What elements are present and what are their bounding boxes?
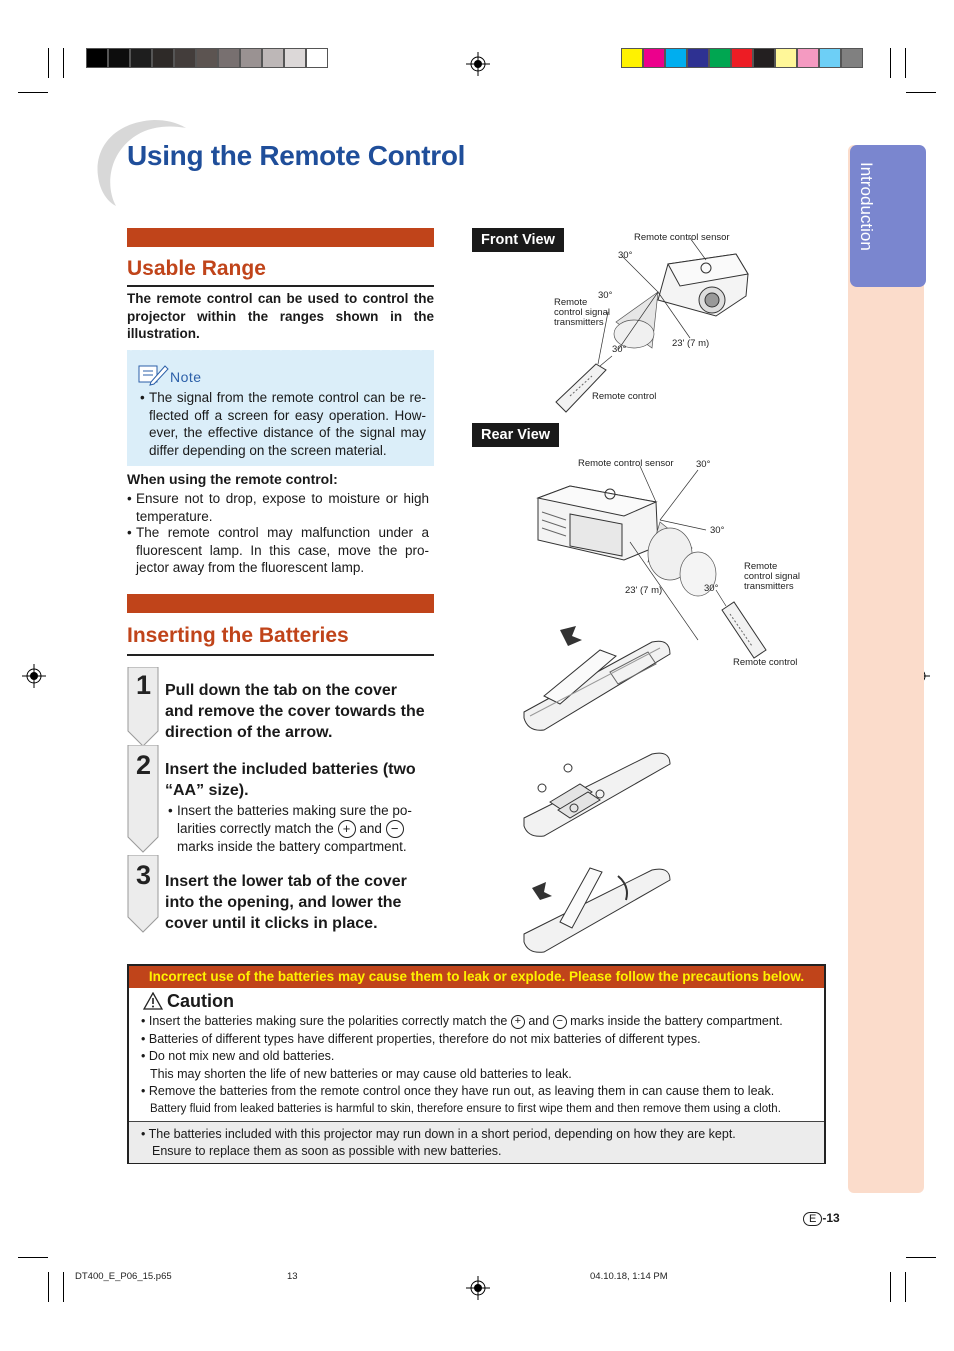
calibration-swatch: [621, 48, 643, 68]
page-letter-badge: E: [803, 1212, 822, 1226]
calibration-swatch: [731, 48, 753, 68]
gray-calibration-bar: [86, 48, 328, 68]
crop-mark: [890, 48, 891, 78]
calibration-swatch: [240, 48, 262, 68]
step-sub-before: Insert the batteries making sure the po-larities correctly match the: [177, 803, 412, 836]
calibration-swatch: [108, 48, 130, 68]
front-angle-bottom: 30°: [612, 344, 627, 355]
registration-target-icon: [466, 1276, 490, 1300]
note-text: • The signal from the remote control can be re-flected off a screen for easy operation. How-ever, the effective distance of the signal may differ depending on the screen material.: [140, 390, 426, 458]
battery-step2-illustration: [520, 746, 675, 842]
note-label: Note: [170, 369, 202, 385]
crop-mark: [906, 1257, 936, 1258]
calibration-swatch: [709, 48, 731, 68]
crop-mark: [18, 1257, 48, 1258]
page-title: Using the Remote Control: [127, 140, 466, 171]
section-rule: [127, 285, 434, 287]
caution-title: Caution: [167, 991, 234, 1011]
front-view-label: Front View: [472, 228, 564, 252]
sidebar-band: [848, 145, 924, 1193]
color-calibration-bar: [621, 48, 863, 68]
caution-item: • Remove the batteries from the remote control once they have run out, as leaving them in can cause them to leak.: [141, 1084, 775, 1098]
front-distance: 23' (7 m): [672, 338, 710, 349]
minus-icon: −: [553, 1015, 567, 1029]
warning-triangle-icon: [143, 992, 163, 1010]
caution-header: Incorrect use of the batteries may cause them to leak or explode. Please follow the precautions below.: [129, 966, 824, 988]
registration-target-icon: [22, 664, 46, 688]
usable-range-heading: Usable Range: [127, 257, 266, 280]
rear-distance: 23' (7 m): [625, 585, 663, 596]
step-sub-bullet: • Insert the batteries making sure the po-larities correctly match the + and − marks inside the battery compartment.: [168, 802, 430, 855]
front-angle-top: 30°: [618, 250, 633, 261]
caution-item-sub: This may shorten the life of new batteries or may cause old batteries to leak.: [150, 1066, 572, 1081]
usable-range-intro: The remote control can be used to control the projector within the ranges shown in the illustration.: [127, 291, 434, 341]
caution-footer-line: • The batteries included with this projector may run down in a short period, depending on how they are kept.: [141, 1127, 736, 1141]
calibration-swatch: [196, 48, 218, 68]
rear-view-label: Rear View: [472, 423, 559, 447]
when-using-heading: When using the remote control:: [127, 471, 338, 487]
when-using-item: • Ensure not to drop, expose to moisture or high temperature.: [127, 491, 429, 524]
step-sub-after: marks inside the battery compartment.: [177, 838, 407, 854]
calibration-swatch: [753, 48, 775, 68]
note-scallop: [127, 347, 434, 355]
calibration-swatch: [218, 48, 240, 68]
caution-list: [141, 1013, 821, 1118]
step-text: Insert the lower tab of the cover into the opening, and lower the cover until it clicks in place.: [165, 873, 407, 932]
section-bar: [127, 228, 434, 247]
crop-mark: [890, 1272, 891, 1302]
rear-remote-label: Remote control: [733, 657, 798, 668]
calibration-swatch: [284, 48, 306, 68]
page-number: [803, 1211, 840, 1226]
page-number-text: -13: [822, 1211, 840, 1225]
caution-footer: [129, 1121, 824, 1163]
caution-footer-text: The batteries included with this projector may run down in a short period, depending on how they are kept.: [148, 1127, 736, 1141]
caution-item1-before: Insert the batteries making sure the polarities correctly match the: [148, 1014, 508, 1028]
batteries-heading: Inserting the Batteries: [127, 624, 349, 647]
rear-angle-top: 30°: [696, 459, 711, 470]
calibration-swatch: [86, 48, 108, 68]
when-using-item-text: The remote control may malfunction under a fluorescent lamp. In this case, move the pro-jector away from the fluorescent lamp.: [136, 525, 429, 575]
rear-angle-mid: 30°: [710, 525, 725, 536]
caution-item1-and: and: [528, 1014, 550, 1028]
caution-item-text: Remove the batteries from the remote control once they have run out, as leaving them in can cause them to leak.: [148, 1084, 775, 1098]
step-sub-text: [177, 802, 430, 855]
caution-item1-after: marks inside the battery compartment.: [570, 1014, 783, 1028]
sidebar-tab-label: Introduction: [857, 162, 876, 251]
crop-mark: [48, 1272, 49, 1302]
calibration-swatch: [797, 48, 819, 68]
plus-icon: +: [511, 1015, 525, 1029]
print-file-name: DT400_E_P06_15.p65: [75, 1271, 172, 1282]
rear-angle-bottom: 30°: [704, 583, 719, 594]
calibration-swatch: [130, 48, 152, 68]
step-number: 3: [136, 860, 152, 890]
crop-mark: [18, 92, 48, 93]
plus-icon: +: [338, 820, 356, 838]
section-rule: [127, 654, 434, 656]
calibration-swatch: [775, 48, 797, 68]
crop-mark: [48, 48, 49, 78]
calibration-swatch: [665, 48, 687, 68]
caution-item-text: Batteries of different types have different properties, therefore do not mix batteries of different types.: [148, 1031, 701, 1046]
print-date: 04.10.18, 1:14 PM: [590, 1271, 668, 1282]
calibration-swatch: [643, 48, 665, 68]
step-number: 1: [136, 670, 152, 700]
calibration-swatch: [306, 48, 328, 68]
caution-item: • Insert the batteries making sure the polarities correctly match the + and − marks inside the battery compartment.: [141, 1014, 783, 1028]
battery-step3-illustration: [520, 862, 675, 956]
crop-mark: [905, 1272, 906, 1302]
caution-item: • Batteries of different types have different properties, therefore do not mix batteries of different types.: [141, 1031, 701, 1046]
caution-item: • Do not mix new and old batteries.: [141, 1049, 335, 1063]
front-transmitters-label: Remote control signal transmitters: [554, 297, 610, 328]
rear-transmitters-label: Remote control signal transmitters: [744, 561, 800, 592]
pencil-note-icon: [137, 362, 169, 386]
caution-item-sub: Battery fluid from leaked batteries is harmful to skin, therefore ensure to first wipe them and then remove them using a cloth.: [150, 1102, 781, 1115]
step-sub-and: and: [359, 820, 382, 836]
front-sensor-label: Remote control sensor: [634, 232, 730, 243]
print-page: 13: [287, 1271, 298, 1282]
front-remote-label: Remote control: [592, 391, 657, 402]
caution-box: [127, 964, 826, 1164]
step-text: Insert the included batteries (two “AA” size).: [165, 761, 416, 799]
crop-mark: [63, 48, 64, 78]
caution-footer-line2: Ensure to replace them as soon as possible with new batteries.: [152, 1144, 502, 1158]
crop-mark: [905, 48, 906, 78]
registration-target-icon: [466, 52, 490, 76]
calibration-swatch: [819, 48, 841, 68]
minus-icon: −: [386, 820, 404, 838]
calibration-swatch: [152, 48, 174, 68]
calibration-swatch: [687, 48, 709, 68]
front-angle-mid: 30°: [598, 290, 613, 301]
step-text: Pull down the tab on the cover and remove the cover towards the direction of the arrow.: [165, 682, 425, 741]
calibration-swatch: [174, 48, 196, 68]
crop-mark: [906, 92, 936, 93]
when-using-item: • The remote control may malfunction under a fluorescent lamp. In this case, move the pro-jector away from the fluorescent lamp.: [127, 525, 429, 575]
section-bar: [127, 594, 434, 613]
calibration-swatch: [262, 48, 284, 68]
battery-step1-illustration: [520, 620, 675, 738]
when-using-item-text: Ensure not to drop, expose to moisture or high temperature.: [136, 491, 429, 524]
caution-item-text: Do not mix new and old batteries.: [148, 1049, 335, 1063]
calibration-swatch: [841, 48, 863, 68]
step-number: 2: [136, 750, 152, 780]
crop-mark: [63, 1272, 64, 1302]
note-text-body: The signal from the remote control can be re-flected off a screen for easy operation. How-ever, the effective distance of the signal may differ depending on the screen material.: [149, 390, 426, 458]
rear-sensor-label: Remote control sensor: [578, 458, 674, 469]
